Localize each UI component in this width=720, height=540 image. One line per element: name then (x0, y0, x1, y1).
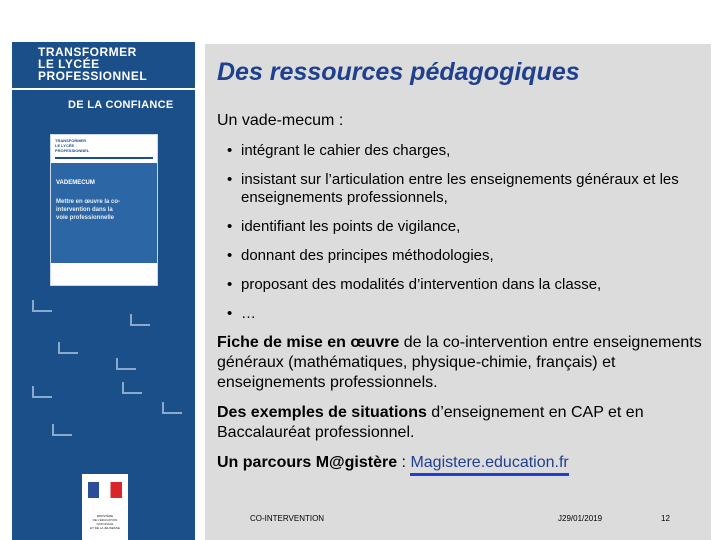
logo-line: MINISTÈRE (96, 514, 114, 518)
sidebar-divider (12, 88, 195, 90)
doc-header-line: TRANSFORMER (55, 138, 87, 143)
doc-title-line: voie professionnelle (56, 215, 115, 221)
doc-title-line: intervention dans la (56, 207, 113, 213)
doc-title (56, 198, 120, 222)
decorative-bracket (58, 342, 78, 354)
intro-text (217, 111, 705, 131)
decorative-bracket (122, 382, 142, 394)
doc-title-line: Mettre en œuvre la co- (56, 199, 121, 205)
sidebar-cover (12, 42, 195, 540)
parcours-bold: Un parcours M@gistère (217, 454, 398, 471)
sidebar-heading (38, 46, 147, 82)
sidebar-heading-line: TRANSFORMER (38, 45, 137, 59)
footer-label: CO-INTERVENTION (250, 514, 325, 523)
logo-line: ET DE LA JEUNESSE (90, 526, 120, 530)
fiche-rest: de la co-intervention entre enseignements généraux (mathématiques, physique-chimie, français) et enseignements professionnels. (217, 334, 702, 391)
doc-header-line: LE LYCÉE (55, 143, 75, 148)
slide-title: Des ressources pédagogiques (217, 58, 580, 86)
ministry-logo-text (86, 514, 124, 530)
parcours-paragraph (217, 453, 705, 473)
slide-content (205, 44, 711, 540)
doc-footer (51, 263, 157, 285)
ministry-logo (82, 474, 128, 540)
doc-header-text (55, 138, 89, 153)
exemples-rest: d’enseignement en CAP et en Baccalauréat professionnel. (217, 404, 644, 441)
doc-label: VADEMECUM (56, 180, 95, 186)
sidebar-heading-line: LE LYCÉE (38, 57, 100, 71)
exemples-bold: Des exemples de situations (217, 404, 427, 421)
logo-line: NATIONALE (96, 522, 114, 526)
fiche-bold: Fiche de mise en œuvre (217, 334, 400, 351)
decorative-bracket (162, 402, 182, 414)
intro-bold: Un vade-mecum (217, 112, 335, 129)
list-item: • intégrant le cahier des charges, (227, 142, 707, 160)
vademecum-thumbnail (50, 134, 158, 286)
footer-date: J29/01/2019 (558, 514, 603, 523)
list-item: • insistant sur l’articulation entre les enseignements généraux et les enseignements professionnels, (227, 171, 707, 207)
logo-line: DE L'ÉDUCATION (92, 518, 118, 522)
magistere-link[interactable]: Magistere.education.fr (410, 454, 568, 476)
doc-header-line: PROFESSIONNEL (55, 148, 90, 153)
list-item: • proposant des modalités d’intervention dans la classe, (227, 276, 707, 294)
list-item: • identifiant les points de vigilance, (227, 218, 707, 236)
list-item: • … (227, 305, 707, 323)
decorative-bracket (130, 314, 150, 326)
decorative-bracket (32, 386, 52, 398)
bullet-list (227, 142, 707, 334)
sidebar-heading-line: PROFESSIONNEL (38, 69, 148, 83)
list-item: • donnant des principes méthodologies, (227, 247, 707, 265)
doc-header (51, 135, 157, 163)
intro-rest: : (334, 112, 344, 129)
flag-icon (88, 482, 122, 498)
doc-header-bar (55, 157, 153, 159)
decorative-bracket (116, 358, 136, 370)
exemples-paragraph (217, 403, 705, 443)
decorative-bracket (32, 300, 52, 312)
sidebar-subheading: DE LA CONFIANCE (68, 99, 174, 111)
parcours-separator: : (397, 454, 411, 471)
fiche-paragraph (217, 333, 705, 393)
footer-page-number: 12 (661, 514, 670, 523)
decorative-bracket (52, 424, 72, 436)
